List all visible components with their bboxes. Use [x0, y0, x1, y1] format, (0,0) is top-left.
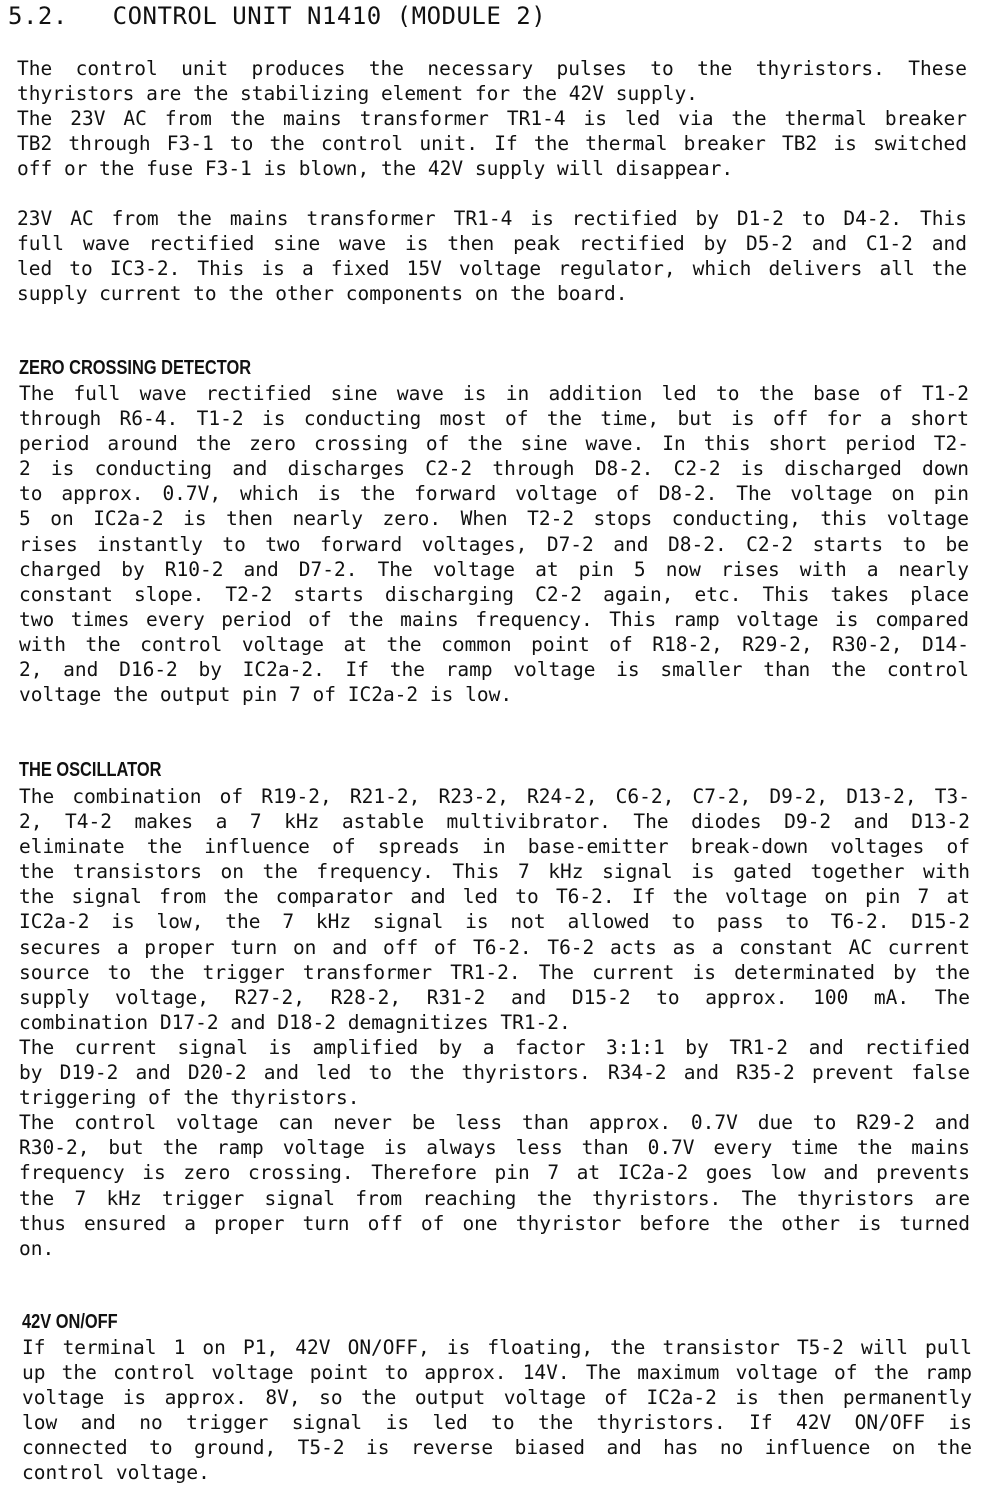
text-line: off or the fuse F3-1 is blown, the 42V supply will disappear. — [17, 157, 734, 181]
text-line: The combination of R19-2, R21-2, R23-2, R24-2, C6-2, C7-2, D9-2, D13-2, T3- — [19, 785, 970, 808]
text-line: If terminal 1 on P1, 42V ON/OFF, is floating, the transistor T5-2 will pull — [22, 1336, 972, 1359]
oscillator-paragraph-1 — [19, 784, 970, 1261]
text-line: IC2a-2 is low, the 7 kHz signal is not allowed to pass to T6-2. D15-2 — [19, 910, 970, 934]
text-line: rises instantly to two forward voltages, D7-2 and D8-2. C2-2 starts to be — [19, 532, 969, 556]
text-line: The current signal is amplified by a factor 3:1:1 by TR1-2 and rectified — [19, 1035, 970, 1059]
text-line: thyristors are the stabilizing element for the 42V supply. — [17, 82, 698, 106]
text-line: two times every period of the mains frequency. This ramp voltage is compared — [19, 607, 969, 631]
heading-the-oscillator: THE OSCILLATOR — [19, 759, 162, 781]
text-line: supply voltage, R27-2, R28-2, R31-2 and D15-2 to approx. 100 mA. The — [19, 985, 970, 1009]
text-line: up the control voltage point to approx. 14V. The maximum voltage of the ramp — [22, 1361, 972, 1385]
text-line: The full wave rectified sine wave is in addition led to the base of T1-2 — [19, 382, 969, 405]
text-line: 2, and D16-2 by IC2a-2. If the ramp voltage is smaller than the control — [19, 658, 969, 682]
intro-paragraph-2 — [17, 206, 967, 306]
text-line: R30-2, but the ramp voltage is always less than 0.7V every time the mains — [19, 1136, 970, 1160]
text-line: to approx. 0.7V, which is the forward voltage of D8-2. The voltage on pin — [19, 482, 969, 506]
text-line: combination D17-2 and D18-2 demagnitizes TR1-2. — [19, 1010, 571, 1034]
text-line: 2 is conducting and discharges C2-2 through D8-2. C2-2 is discharged down — [19, 457, 969, 481]
text-line: on. — [19, 1236, 55, 1260]
heading-zero-crossing-detector: ZERO CROSSING DETECTOR — [19, 357, 252, 379]
text-line: voltage the output pin 7 of IC2a-2 is low. — [19, 683, 513, 707]
text-line: connected to ground, T5-2 is reverse biased and has no influence on the — [22, 1436, 972, 1460]
on-off-paragraph — [22, 1335, 972, 1486]
text-line: by D19-2 and D20-2 and led to the thyristors. R34-2 and R35-2 prevent false — [19, 1061, 970, 1085]
text-line: charged by R10-2 and D7-2. The voltage at pin 5 now rises with a nearly — [19, 557, 969, 581]
text-line: through R6-4. T1-2 is conducting most of the time, but is off for a short — [19, 407, 969, 431]
text-line: frequency is zero crossing. Therefore pin 7 at IC2a-2 goes low and prevents — [19, 1161, 970, 1185]
page-title: 5.2. CONTROL UNIT N1410 (MODULE 2) — [8, 2, 547, 30]
text-line: period around the zero crossing of the sine wave. In this short period T2- — [19, 432, 969, 456]
text-line: 2, T4-2 makes a 7 kHz astable multivibrator. The diodes D9-2 and D13-2 — [19, 810, 970, 834]
text-line: source to the trigger transformer TR1-2. The current is determinated by the — [19, 960, 970, 984]
text-line: supply current to the other components on the board. — [17, 282, 628, 306]
text-line: with the control voltage at the common point of R18-2, R29-2, R30-2, D14- — [19, 632, 969, 656]
intro-paragraph-1 — [17, 56, 967, 181]
text-line: TB2 through F3-1 to the control unit. If the thermal breaker TB2 is switched — [17, 132, 967, 156]
text-line: low and no trigger signal is led to the thyristors. If 42V ON/OFF is — [22, 1411, 972, 1435]
text-line: voltage is approx. 8V, so the output voltage of IC2a-2 is then permanently — [22, 1386, 972, 1410]
text-line: triggering of the thyristors. — [19, 1086, 360, 1110]
text-line: secures a proper turn on and off of T6-2. T6-2 acts as a constant AC current — [19, 935, 970, 959]
text-line: control voltage. — [22, 1461, 210, 1485]
text-line: 23V AC from the mains transformer TR1-4 is rectified by D1-2 to D4-2. This — [17, 207, 967, 230]
text-line: eliminate the influence of spreads in base-emitter break-down voltages of — [19, 835, 970, 859]
text-line: The control unit produces the necessary pulses to the thyristors. These — [17, 57, 967, 80]
text-line: The 23V AC from the mains transformer TR1-4 is led via the thermal breaker — [17, 107, 967, 131]
heading-42v-on-off: 42V ON/OFF — [22, 1311, 118, 1333]
text-line: the transistors on the frequency. This 7 kHz signal is gated together with — [19, 860, 970, 884]
text-line: 5 on IC2a-2 is then nearly zero. When T2-2 stops conducting, this voltage — [19, 507, 969, 531]
text-line: The control voltage can never be less than approx. 0.7V due to R29-2 and — [19, 1111, 970, 1135]
text-line: full wave rectified sine wave is then peak rectified by D5-2 and C1-2 and — [17, 232, 967, 256]
text-line: the signal from the comparator and led to T6-2. If the voltage on pin 7 at — [19, 885, 970, 909]
zero-crossing-paragraph — [19, 381, 969, 707]
text-line: thus ensured a proper turn off of one thyristor before the other is turned — [19, 1211, 970, 1235]
text-line: the 7 kHz trigger signal from reaching the thyristors. The thyristors are — [19, 1186, 970, 1210]
text-line: constant slope. T2-2 starts discharging C2-2 again, etc. This takes place — [19, 582, 969, 606]
text-line: led to IC3-2. This is a fixed 15V voltage regulator, which delivers all the — [17, 257, 967, 281]
